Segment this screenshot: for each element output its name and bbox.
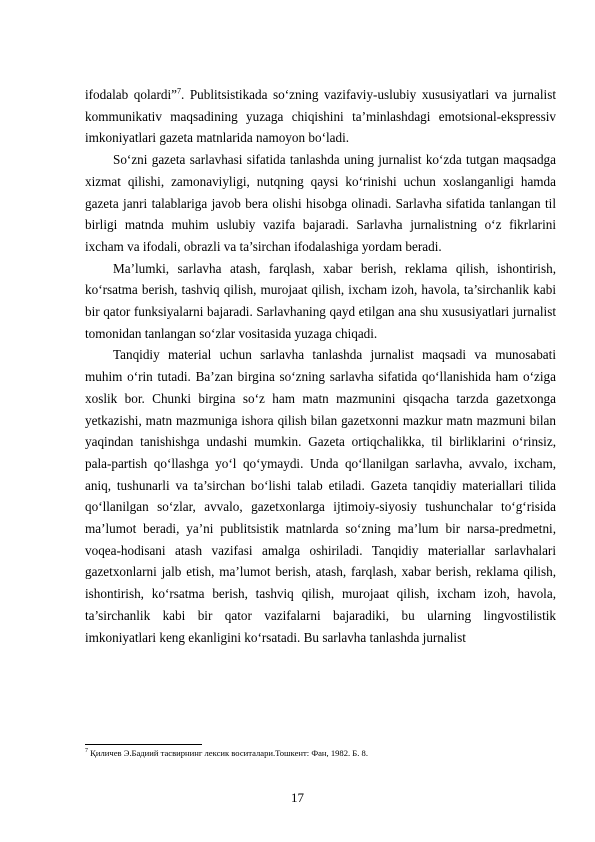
footnote-number: 7 (85, 748, 88, 755)
footnote-text: Қиличев Э.Бадиий тасвирнинг лексик воситалари.Тошкент: Фан, 1982. Б. 8. (88, 748, 368, 758)
paragraph-1 (85, 84, 556, 149)
footnote-reference: 7 (176, 86, 181, 96)
body-text (85, 84, 556, 648)
footnote-separator (85, 744, 202, 745)
paragraph-3: Ma’lumki, sarlavha atash, farqlash, xabar berish, reklama qilish, ishontirish, ko‘rsatma berish, tashviq qilish, murojaat qilish, ixcham izoh, havola, ta’sirchanlik kabi bir qator funksiyalarni bajaradi. Sarlavhaning qayd etilgan ana shu xususiyatlari jurnalist tomonidan tanlangan so‘zlar vositasida yuzaga chiqadi. (85, 260, 556, 341)
page-number: 17 (291, 790, 304, 805)
paragraph-2: So‘zni gazeta sarlavhasi sifatida tanlashda uning jurnalist ko‘zda tutgan maqsadga xizmat qilishi, zamonaviyligi, nutqning qaysi ko‘rinishi uchun xoslanganligi hamda gazeta janri talablariga javob bera olishi hisobga olinadi. Sarlavha sifatida tanlangan til birligi matnda muhim uslubiy vazifa bajaradi. Sarlavha jurnalistning o‘z fikrlarini ixcham va ifodali, obrazli va ta’sirchan ifodalashiga yordam beradi. (85, 152, 556, 254)
paragraph-1-start: ifodalab qolardi” (85, 87, 177, 102)
paragraph-1-rest: . Publitsistikada so‘zning vazifaviy-uslubiy xususiyatlari va jurnalist kommunikativ maqsadining yuzaga chiqishini ta’minlashdagi emotsional-ekspressiv imkoniyatlari gazeta matnlarida namoyon bo‘ladi. (85, 87, 556, 146)
paragraph-4: Tanqidiy material uchun sarlavha tanlashda jurnalist maqsadi va munosabati muhim o‘rin tutadi. Ba’zan birgina so‘zning sarlavha sifatida qo‘llanishida ham o‘ziga xoslik bor. Chunki birgina so‘z ham matn mazmunini qisqacha tarzda gazetxonga yetkazishi, matn mazmuniga ishora qilish bilan gazetxonni mazkur matn mazmuni bilan yaqindan tanishishga undashi mumkin. Gazeta ortiqchalikka, til birliklarini o‘rinsiz, pala-partish qo‘llashga yo‘l qo‘ymaydi. Unda qo‘llanilgan sarlavha, avvalo, ixcham, aniq, tushunarli va ta’sirchan bo‘lishi talab etiladi. Gazeta tanqidiy materiallari tilida qo‘llanilgan so‘zlar, avvalo, gazetxonlarga ijtimoiy-siyosiy tushunchalar to‘g‘risida ma’lumot beradi, ya’ni publitsistik matnlarda so‘zning ma’lum bir narsa-predmetni, voqea-hodisani atash vazifasi amalga oshiriladi. Tanqidiy materiallar sarlavhalari gazetxonlarni jalb etish, ma’lumot berish, atash, farqlash, xabar berish, reklama qilish, ishontirish, ko‘rsatma berish, tashviq qilish, murojaat qilish, ixcham izoh, havola, ta’sirchanlik kabi bir qator vazifalarni bajaradiki, bu ularning lingvostilistik imkoniyatlari keng ekanligini ko‘rsatadi. Bu sarlavha tanlashda jurnalist (85, 347, 556, 645)
footnote (85, 748, 556, 759)
